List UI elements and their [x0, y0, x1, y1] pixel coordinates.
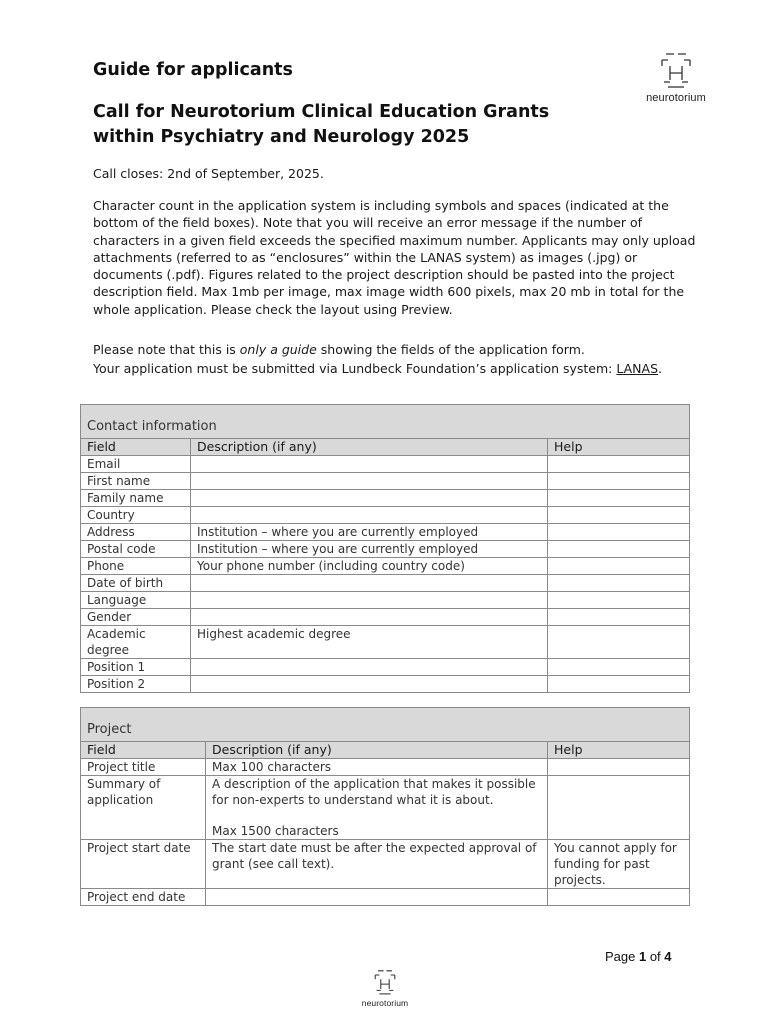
field-description — [191, 541, 548, 558]
field-description — [206, 776, 548, 840]
page-total: 4 — [664, 949, 672, 964]
column-header-help: Help — [548, 439, 690, 456]
table-row — [81, 776, 690, 840]
page-indicator — [605, 949, 672, 964]
contact-section-title: Contact information — [81, 405, 690, 439]
field-help — [548, 776, 690, 840]
description-text: Your phone number (including country code) — [197, 559, 465, 573]
field-label: Language — [81, 592, 191, 609]
description-text: Highest academic degree — [197, 627, 351, 641]
field-label: Project end date — [81, 889, 206, 906]
call-title: Call for Neurotorium Clinical Education Grants within Psychiatry and Neurology 2025 — [93, 102, 550, 147]
call-closes-text: Call closes: 2nd of September, 2025. — [93, 166, 324, 181]
field-label: Family name — [81, 490, 191, 507]
neurotorium-footer-logo — [356, 968, 414, 1008]
field-description — [191, 626, 548, 659]
field-label: Phone — [81, 558, 191, 575]
page-of: of — [646, 949, 665, 964]
field-help — [548, 473, 690, 490]
field-description — [191, 558, 548, 575]
field-description — [191, 507, 548, 524]
note-emphasis: only a guide — [239, 342, 317, 357]
field-help — [548, 541, 690, 558]
field-help — [548, 575, 690, 592]
field-label: Position 2 — [81, 676, 191, 693]
column-header-description: Description (if any) — [191, 439, 548, 456]
neurotorium-logo-icon — [372, 968, 398, 996]
field-help — [548, 507, 690, 524]
table-row — [81, 507, 690, 524]
field-label: Postal code — [81, 541, 191, 558]
note-prefix: Please note that this is — [93, 342, 240, 357]
field-help — [548, 558, 690, 575]
note-line-2 — [93, 359, 708, 378]
note-line2-prefix: Your application must be submitted via Lundbeck Foundation’s application system: — [93, 361, 617, 376]
field-label: Position 1 — [81, 659, 191, 676]
table-row — [81, 609, 690, 626]
field-description — [206, 840, 548, 889]
note-line-1 — [93, 340, 708, 359]
project-table — [80, 707, 690, 906]
page-current: 1 — [638, 949, 647, 964]
logo-text: neurotorium — [646, 92, 706, 104]
column-header-field: Field — [81, 742, 206, 759]
field-description — [191, 524, 548, 541]
note-line2-suffix: . — [658, 361, 662, 376]
table-row — [81, 541, 690, 558]
table-row — [81, 575, 690, 592]
field-description — [191, 592, 548, 609]
contact-information-table — [80, 404, 690, 693]
field-help — [548, 676, 690, 693]
footer-logo-text: neurotorium — [361, 998, 409, 1008]
table-row — [81, 473, 690, 490]
field-help — [548, 889, 690, 906]
description-extra: Max 1500 characters — [212, 824, 339, 838]
field-description — [191, 676, 548, 693]
table-row — [81, 889, 690, 906]
description-text: The start date must be after the expected approval of grant (see call text). — [212, 841, 537, 871]
field-help — [548, 759, 690, 776]
table-row — [81, 490, 690, 507]
neurotorium-logo-icon — [658, 50, 694, 90]
description-text: Institution – where you are currently employed — [197, 542, 479, 556]
field-label: Country — [81, 507, 191, 524]
field-label: Address — [81, 524, 191, 541]
table-row — [81, 456, 690, 473]
field-description — [191, 575, 548, 592]
field-description — [191, 490, 548, 507]
note-suffix: showing the fields of the application form. — [316, 342, 585, 357]
page-label: Page — [605, 949, 639, 964]
field-description — [191, 456, 548, 473]
field-help — [548, 524, 690, 541]
table-row — [81, 626, 690, 659]
field-label: Project start date — [81, 840, 206, 889]
table-row — [81, 840, 690, 889]
field-label: Date of birth — [81, 575, 191, 592]
field-description — [191, 609, 548, 626]
table-row — [81, 524, 690, 541]
field-help — [548, 609, 690, 626]
field-description — [206, 889, 548, 906]
field-label: Summary of application — [81, 776, 206, 840]
field-description — [191, 473, 548, 490]
field-help — [548, 490, 690, 507]
field-description — [206, 759, 548, 776]
neurotorium-logo — [640, 50, 712, 104]
description-text: Institution – where you are currently employed — [197, 525, 479, 539]
field-help — [548, 592, 690, 609]
column-header-field: Field — [81, 439, 191, 456]
table-row — [81, 558, 690, 575]
table-row — [81, 676, 690, 693]
field-label: Email — [81, 456, 191, 473]
table-row — [81, 759, 690, 776]
field-label: Gender — [81, 609, 191, 626]
table-row — [81, 592, 690, 609]
field-label: Academic degree — [81, 626, 191, 659]
field-description — [191, 659, 548, 676]
lanas-link[interactable]: LANAS — [616, 361, 658, 376]
description-text: Max 100 characters — [212, 760, 332, 774]
description-text: A description of the application that makes it possible for non-experts to understand what it is about. — [212, 777, 536, 807]
instructions-paragraph: Character count in the application system is including symbols and spaces (indicated at the bottom of the field boxes). Note that you will receive an error message if the number of characters in a given field exceeds the specified maximum number. Applicants may only upload attachments (referred to as “enclosures” within the LANAS system) as images (.jpg) or documents (.pdf). Figures related to the project description should be pasted into the project description field. Max 1mb per image, max image width 600 pixels, max 20 mb in total for the whole application. Please check the layout using Preview. — [93, 198, 696, 317]
field-help: You cannot apply for funding for past projects. — [548, 840, 690, 889]
column-header-description: Description (if any) — [206, 742, 548, 759]
field-label: Project title — [81, 759, 206, 776]
table-row — [81, 659, 690, 676]
guide-title: Guide for applicants — [93, 60, 293, 80]
column-header-help: Help — [548, 742, 690, 759]
field-help — [548, 659, 690, 676]
project-section-title: Project — [81, 708, 690, 742]
field-label: First name — [81, 473, 191, 490]
field-help — [548, 626, 690, 659]
guide-note — [93, 340, 708, 378]
field-help — [548, 456, 690, 473]
